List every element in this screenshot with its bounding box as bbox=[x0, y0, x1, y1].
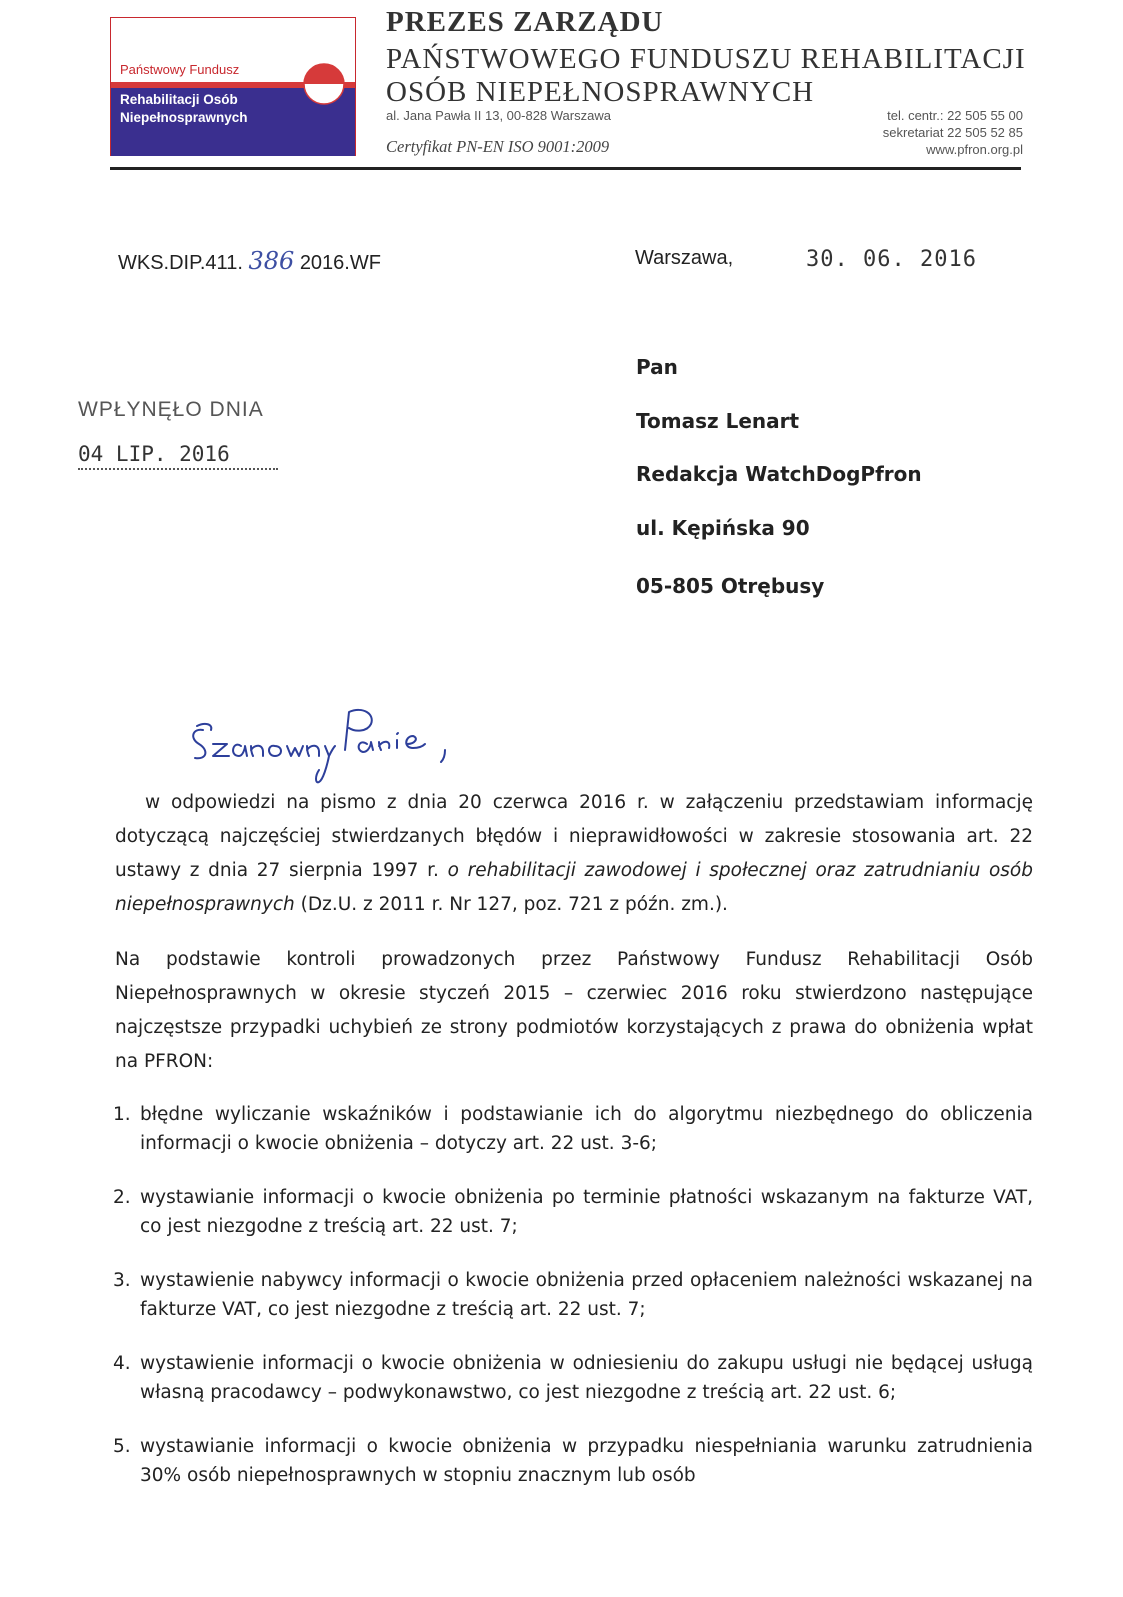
list-item-text: wystawienie nabywcy informacji o kwocie obniżenia przed opłaceniem należności wskazanej na fakturze VAT, co jest niezgodne z treścią art. 22 ust. 7; bbox=[140, 1270, 1033, 1320]
list-item-number: 5. bbox=[113, 1436, 131, 1457]
received-stamp-date: 04 LIP. 2016 bbox=[78, 442, 278, 470]
letterhead-secretariat: sekretariat 22 505 52 85 bbox=[882, 125, 1023, 140]
letterhead-certificate: Certyfikat PN-EN ISO 9001:2009 bbox=[386, 137, 610, 156]
reference-number bbox=[118, 247, 381, 275]
list-item-number: 2. bbox=[113, 1187, 131, 1208]
logo-line-2: Rehabilitacji Osób bbox=[120, 92, 238, 107]
letterhead-website: www.pfron.org.pl bbox=[926, 142, 1023, 157]
list-item bbox=[113, 1432, 1033, 1490]
letterhead-org-line-1: PAŃSTWOWEGO FUNDUSZU REHABILITACJI bbox=[386, 43, 1026, 75]
body-p1-text-a: w odpowiedzi na pismo z dnia 20 czerwca 2016 r. w załączeniu przedstawiam informację dotyczącą najczęściej stwierdzanych błędów i nieprawidłowości w zakresie stosowania art. 22 ustawy z dnia 27 sierpnia 1997 r. bbox=[115, 792, 1033, 881]
letter-place: Warszawa, bbox=[635, 247, 734, 269]
recipient-name: Tomasz Lenart bbox=[636, 409, 800, 433]
reference-handwritten-number: 386 bbox=[248, 247, 295, 275]
handwritten-salutation bbox=[183, 700, 473, 790]
reference-prefix: WKS.DIP.411. bbox=[118, 252, 243, 274]
body-p1-act-title: o rehabilitacji zawodowej i społecznej oraz zatrudnianiu osób niepełnosprawnych bbox=[115, 860, 1033, 915]
body-paragraph-2: Na podstawie kontroli prowadzonych przez Państwowy Fundusz Rehabilitacji Osób Niepełnosprawnych w okresie styczeń 2015 – czerwiec 2016 roku stwierdzono następujące najczęstsze przypadki uchybień ze strony podmiotów korzystających z prawa do obniżenia wpłat na PFRON: bbox=[115, 949, 1033, 1072]
logo-line-1: Państwowy Fundusz bbox=[120, 62, 240, 77]
list-item bbox=[113, 1100, 1033, 1158]
list-item bbox=[113, 1183, 1033, 1241]
letterhead-org-line-2: OSÓB NIEPEŁNOSPRAWNYCH bbox=[386, 76, 815, 108]
letterhead-phone: tel. centr.: 22 505 55 00 bbox=[887, 108, 1023, 123]
received-stamp-label: WPŁYNĘŁO DNIA bbox=[78, 398, 264, 421]
recipient-street: ul. Kępińska 90 bbox=[636, 516, 810, 540]
list-item bbox=[113, 1349, 1033, 1407]
recipient-organization: Redakcja WatchDogPfron bbox=[636, 462, 922, 486]
body-p1-text-b: (Dz.U. z 2011 r. Nr 127, poz. 721 z późn. zm.). bbox=[300, 894, 728, 915]
list-item bbox=[113, 1266, 1033, 1324]
body-paragraph-1 bbox=[115, 786, 1033, 922]
reference-suffix: 2016.WF bbox=[299, 252, 381, 274]
logo-line-3: Niepełnosprawnych bbox=[120, 110, 248, 125]
list-item-text: wystawienie informacji o kwocie obniżenia w odniesieniu do zakupu usługi nie będącej usługą własną pracodawcy – podwykonawstwo, co jest niezgodne z treścią art. 22 ust. 6; bbox=[140, 1353, 1033, 1403]
list-item-number: 1. bbox=[113, 1104, 131, 1125]
recipient-city: 05-805 Otrębusy bbox=[636, 574, 825, 598]
letterhead-divider bbox=[110, 167, 1021, 170]
logo-circle-icon bbox=[302, 62, 346, 106]
list-item-text: wystawianie informacji o kwocie obniżenia po terminie płatności wskazanym na fakturze VAT, co jest niezgodne z treścią art. 22 ust. 7; bbox=[140, 1187, 1033, 1237]
pfron-logo bbox=[110, 17, 356, 156]
recipient-title: Pan bbox=[636, 355, 678, 379]
list-item-text: wystawianie informacji o kwocie obniżenia w przypadku niespełniania warunku zatrudnienia 30% osób niepełnosprawnych w stopniu znacznym lub osób bbox=[140, 1436, 1033, 1486]
list-item-text: błędne wyliczanie wskaźników i podstawianie ich do algorytmu niezbędnego do obliczenia informacji o kwocie obniżenia – dotyczy art. 22 ust. 3-6; bbox=[140, 1104, 1033, 1154]
letterhead-title: PREZES ZARZĄDU bbox=[386, 6, 664, 38]
letterhead-address: al. Jana Pawła II 13, 00-828 Warszawa bbox=[386, 108, 611, 123]
list-item-number: 4. bbox=[113, 1353, 131, 1374]
letter-date-stamp: 30. 06. 2016 bbox=[806, 247, 977, 272]
list-item-number: 3. bbox=[113, 1270, 131, 1291]
